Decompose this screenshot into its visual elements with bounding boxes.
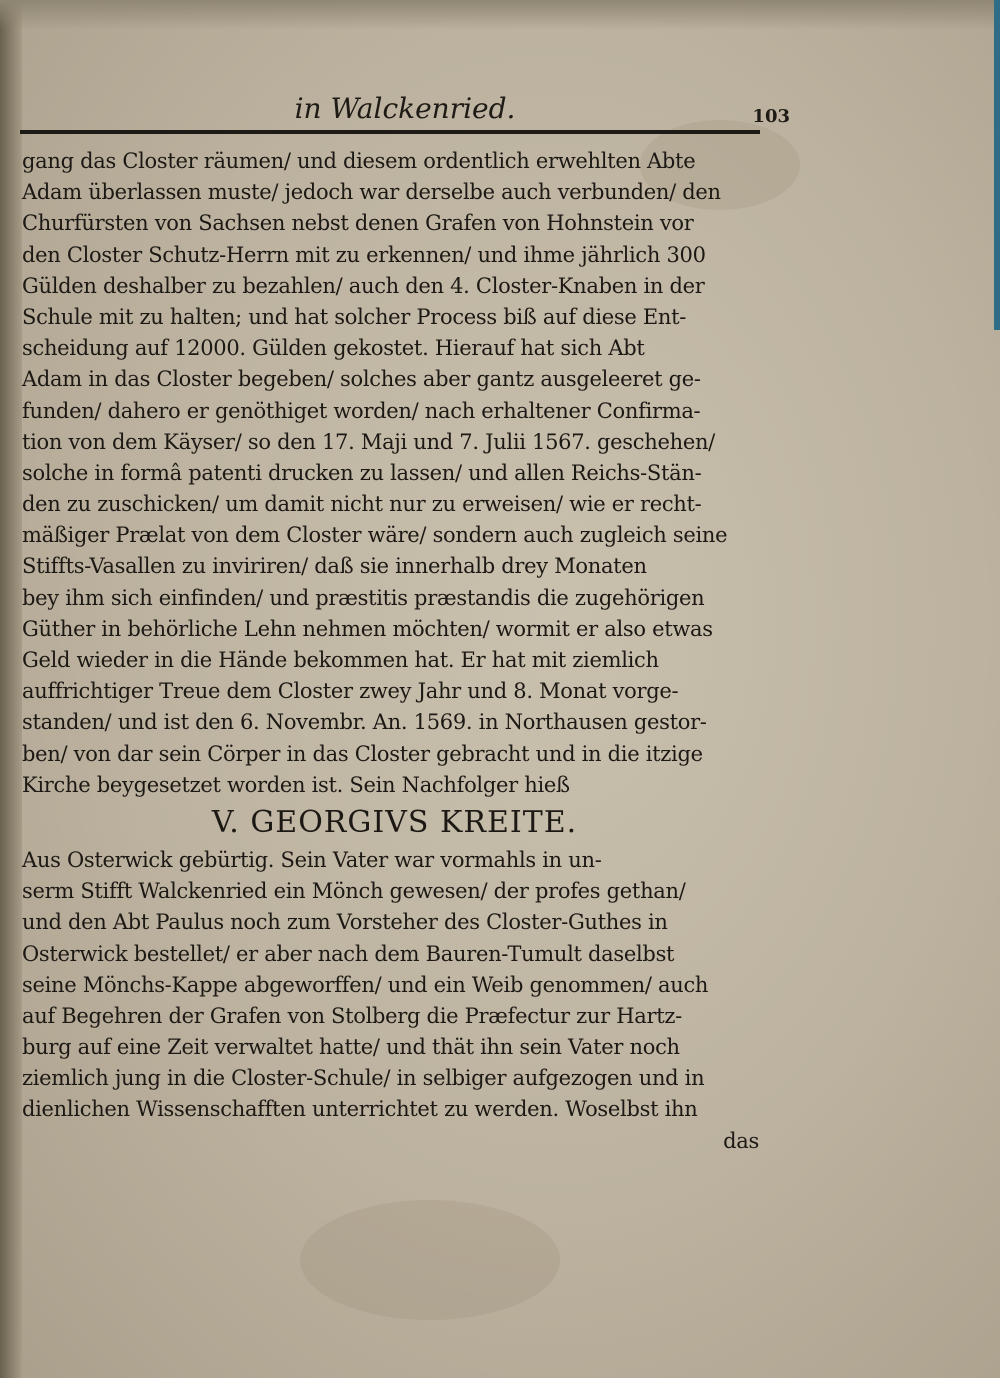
text-line: Gülden deshalber zu bezahlen/ auch den 4. Closter-Knaben in der	[22, 273, 705, 298]
text-line: standen/ und ist den 6. Novembr. An. 1569. in Northausen gestor-	[22, 710, 707, 735]
text-line: seine Mönchs-Kappe abgeworffen/ und ein Weib genommen/ auch	[22, 972, 709, 997]
text-line: Churfürsten von Sachsen nebst denen Grafen von Hohnstein vor	[22, 211, 694, 236]
text-line: Kirche beygesetzet worden ist. Sein Nachfolger hieß	[22, 772, 570, 797]
running-title: in Walckenried.	[294, 92, 516, 125]
header-rule	[20, 130, 760, 134]
text-line: mäßiger Prælat von dem Closter wäre/ sondern auch zugleich seine	[22, 523, 728, 548]
text-line: dienlichen Wissenschafften unterrichtet zu werden. Woselbst ihn	[22, 1097, 698, 1122]
catchword: das	[723, 1128, 759, 1153]
text-line: Schule mit zu halten; und hat solcher Process biß auf diese Ent-	[22, 304, 687, 329]
paragraph	[22, 146, 767, 801]
main-text	[22, 146, 767, 1157]
text-line: und den Abt Paulus noch zum Vorsteher des Closter-Guthes in	[22, 910, 668, 935]
scan-edge-strip	[994, 0, 1000, 330]
text-line: tion von dem Käyser/ so den 17. Maji und 7. Julii 1567. geschehen/	[22, 429, 715, 454]
text-line: bey ihm sich einfinden/ und præstitis præstandis die zugehörigen	[22, 585, 705, 610]
page-top-shadow	[0, 0, 1000, 30]
text-line: gang das Closter räumen/ und diesem ordentlich erwehlten Abte	[22, 149, 696, 173]
text-line: auffrichtiger Treue dem Closter zwey Jahr und 8. Monat vorge-	[22, 679, 679, 704]
text-line: ziemlich jung in die Closter-Schule/ in selbiger aufgezogen und in	[22, 1066, 705, 1091]
text-line: solche in formâ patenti drucken zu lassen/ und allen Reichs-Stän-	[22, 460, 702, 485]
text-line: serm Stifft Walckenried ein Mönch gewesen/ der profes gethan/	[22, 879, 686, 904]
page-number: 103	[752, 106, 790, 127]
running-header	[20, 90, 790, 140]
text-line: auf Begehren der Grafen von Stolberg die Præfectur zur Hartz-	[22, 1003, 682, 1028]
text-line: Aus Osterwick gebürtig. Sein Vater war vormahls in un-	[22, 847, 602, 872]
text-line: scheidung auf 12000. Gülden gekostet. Hierauf hat sich Abt	[22, 336, 645, 361]
text-line: ben/ von dar sein Cörper in das Closter gebracht und in die itzige	[22, 741, 703, 766]
page-binding-shadow	[0, 0, 22, 1378]
text-line: Adam in das Closter begeben/ solches aber gantz ausgeleeret ge-	[22, 367, 701, 392]
text-line: Stiffts-Vasallen zu inviriren/ daß sie innerhalb drey Monaten	[22, 554, 647, 579]
text-line: funden/ dahero er genöthiget worden/ nach erhaltener Confirma-	[22, 398, 701, 423]
text-line: den Closter Schutz-Herrn mit zu erkennen/ und ihme jährlich 300	[22, 242, 706, 267]
chapter-heading: V. GEORGIVS KREITE.	[211, 804, 578, 840]
paper-stain	[300, 1200, 560, 1320]
text-line: Güther in behörliche Lehn nehmen möchten/ wormit er also etwas	[22, 616, 713, 641]
text-line: Geld wieder in die Hände bekommen hat. Er hat mit ziemlich	[22, 648, 659, 672]
text-line: Osterwick bestellet/ er aber nach dem Bauren-Tumult daselbst	[22, 941, 675, 966]
paragraph	[22, 845, 767, 1157]
text-line: Adam überlassen muste/ jedoch war derselbe auch verbunden/ den	[22, 180, 721, 205]
text-line: den zu zuschicken/ um damit nicht nur zu erweisen/ wie er recht-	[22, 492, 702, 517]
text-line: burg auf eine Zeit verwaltet hatte/ und thät ihn sein Vater noch	[22, 1035, 680, 1060]
